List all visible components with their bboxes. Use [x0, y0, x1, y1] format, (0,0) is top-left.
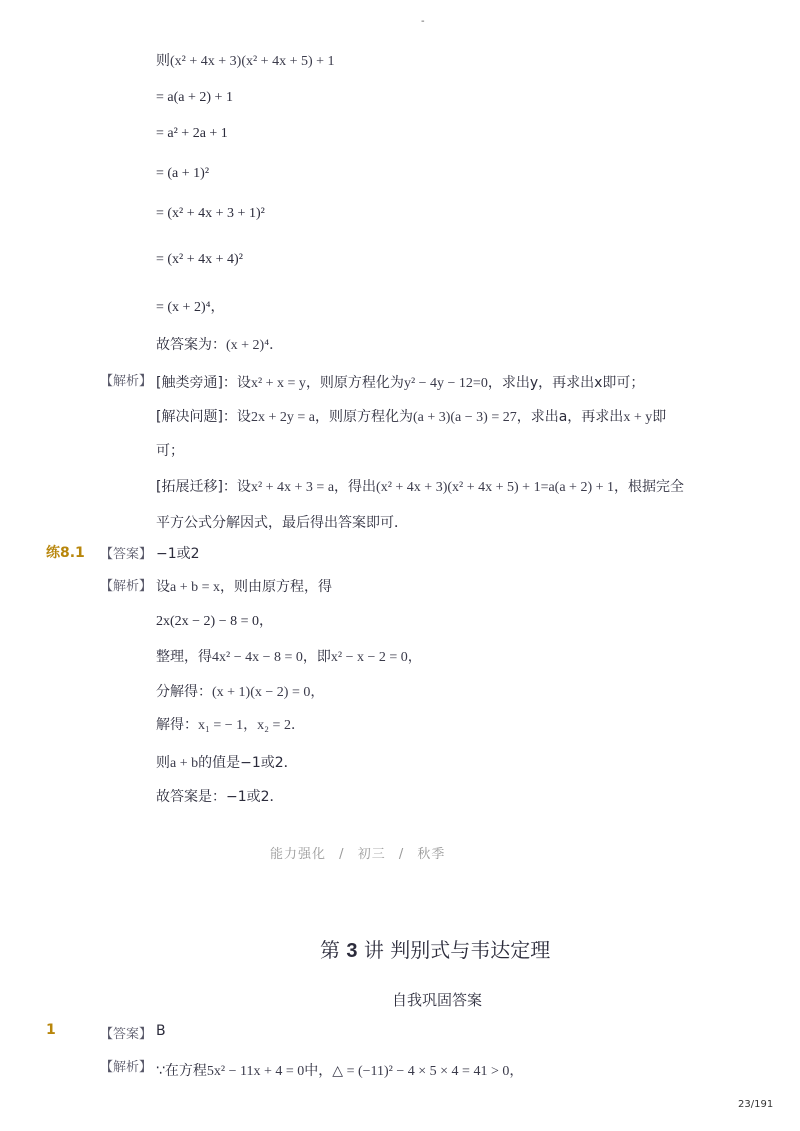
- exercise-answer-value: −1或2: [156, 546, 200, 562]
- analysis-para-2-cont: 可；: [156, 443, 184, 459]
- section-subtitle: 自我巩固答案: [392, 991, 483, 1009]
- exercise-analysis-label: 【解析】: [100, 579, 153, 594]
- analysis-para-2: [解决问题]：设2x + 2y = a，则原方程化为(a + 3)(a − 3) = 27，求出a，再求出x + y即: [156, 409, 667, 425]
- lesson-title: 第 3 讲 判别式与韦达定理: [320, 938, 551, 962]
- running-footer: 能力强化 / 初三 / 秋季: [270, 847, 446, 862]
- exercise-answer-label: 【答案】: [100, 547, 153, 562]
- exercise-line-4: 分解得：(x + 1)(x − 2) = 0，: [156, 684, 325, 700]
- derivation-line-3: = a² + 2a + 1: [156, 126, 228, 141]
- derivation-prefix: 则: [156, 53, 170, 69]
- answer-prefix: 故答案为：: [156, 337, 226, 353]
- analysis-para-1: [触类旁通]：设x² + x = y，则原方程化为y² − 4y − 12=0，求出y，再求出x即可；: [156, 375, 645, 391]
- derivation-line-7: = (x + 2)⁴，: [156, 300, 225, 315]
- derivation-line-6: = (x² + 4x + 4)²: [156, 252, 243, 267]
- analysis-label: 【解析】: [100, 374, 153, 389]
- question-number: 1: [46, 1022, 56, 1038]
- header-mark: -: [421, 16, 425, 27]
- derivation-line-4: = (a + 1)²: [156, 166, 210, 181]
- exercise-line-3: 整理，得4x² − 4x − 8 = 0，即x² − x − 2 = 0，: [156, 649, 422, 665]
- question-answer-label: 【答案】: [100, 1027, 153, 1042]
- question-analysis-line: ∵在方程5x² − 11x + 4 = 0中，△ = (−11)² − 4 × 5 × 4 = 41 > 0，: [156, 1063, 524, 1079]
- analysis-para-3: [拓展迁移]：设x² + 4x + 3 = a，得出(x² + 4x + 3)(x² + 4x + 5) + 1=a(a + 2) + 1，根据完全: [156, 479, 685, 495]
- answer-expression: (x + 2)⁴．: [226, 338, 284, 353]
- derivation-expression: (x² + 4x + 3)(x² + 4x + 5) + 1: [170, 54, 335, 69]
- derivation-line-2: = a(a + 2) + 1: [156, 90, 233, 105]
- exercise-line-6: 则a + b的值是−1或2．: [156, 755, 298, 771]
- derivation-line-5: = (x² + 4x + 3 + 1)²: [156, 206, 265, 221]
- exercise-line-5: 解得：x₁ = − 1，x₂ = 2．: [156, 717, 305, 733]
- exercise-number: 练8.1: [46, 545, 85, 561]
- page-number: 23/191: [738, 1099, 774, 1110]
- exercise-line-1: 设a + b = x，则由原方程，得: [156, 579, 333, 595]
- question-analysis-label: 【解析】: [100, 1060, 153, 1075]
- derivation-line-1: [156, 50, 335, 70]
- question-answer-value: B: [156, 1023, 166, 1039]
- analysis-para-3-cont: 平方公式分解因式，最后得出答案即可．: [156, 515, 408, 531]
- exercise-line-7: 故答案是：−1或2．: [156, 789, 284, 805]
- derivation-answer: [156, 334, 283, 354]
- exercise-line-2: 2x(2x − 2) − 8 = 0，: [156, 614, 274, 629]
